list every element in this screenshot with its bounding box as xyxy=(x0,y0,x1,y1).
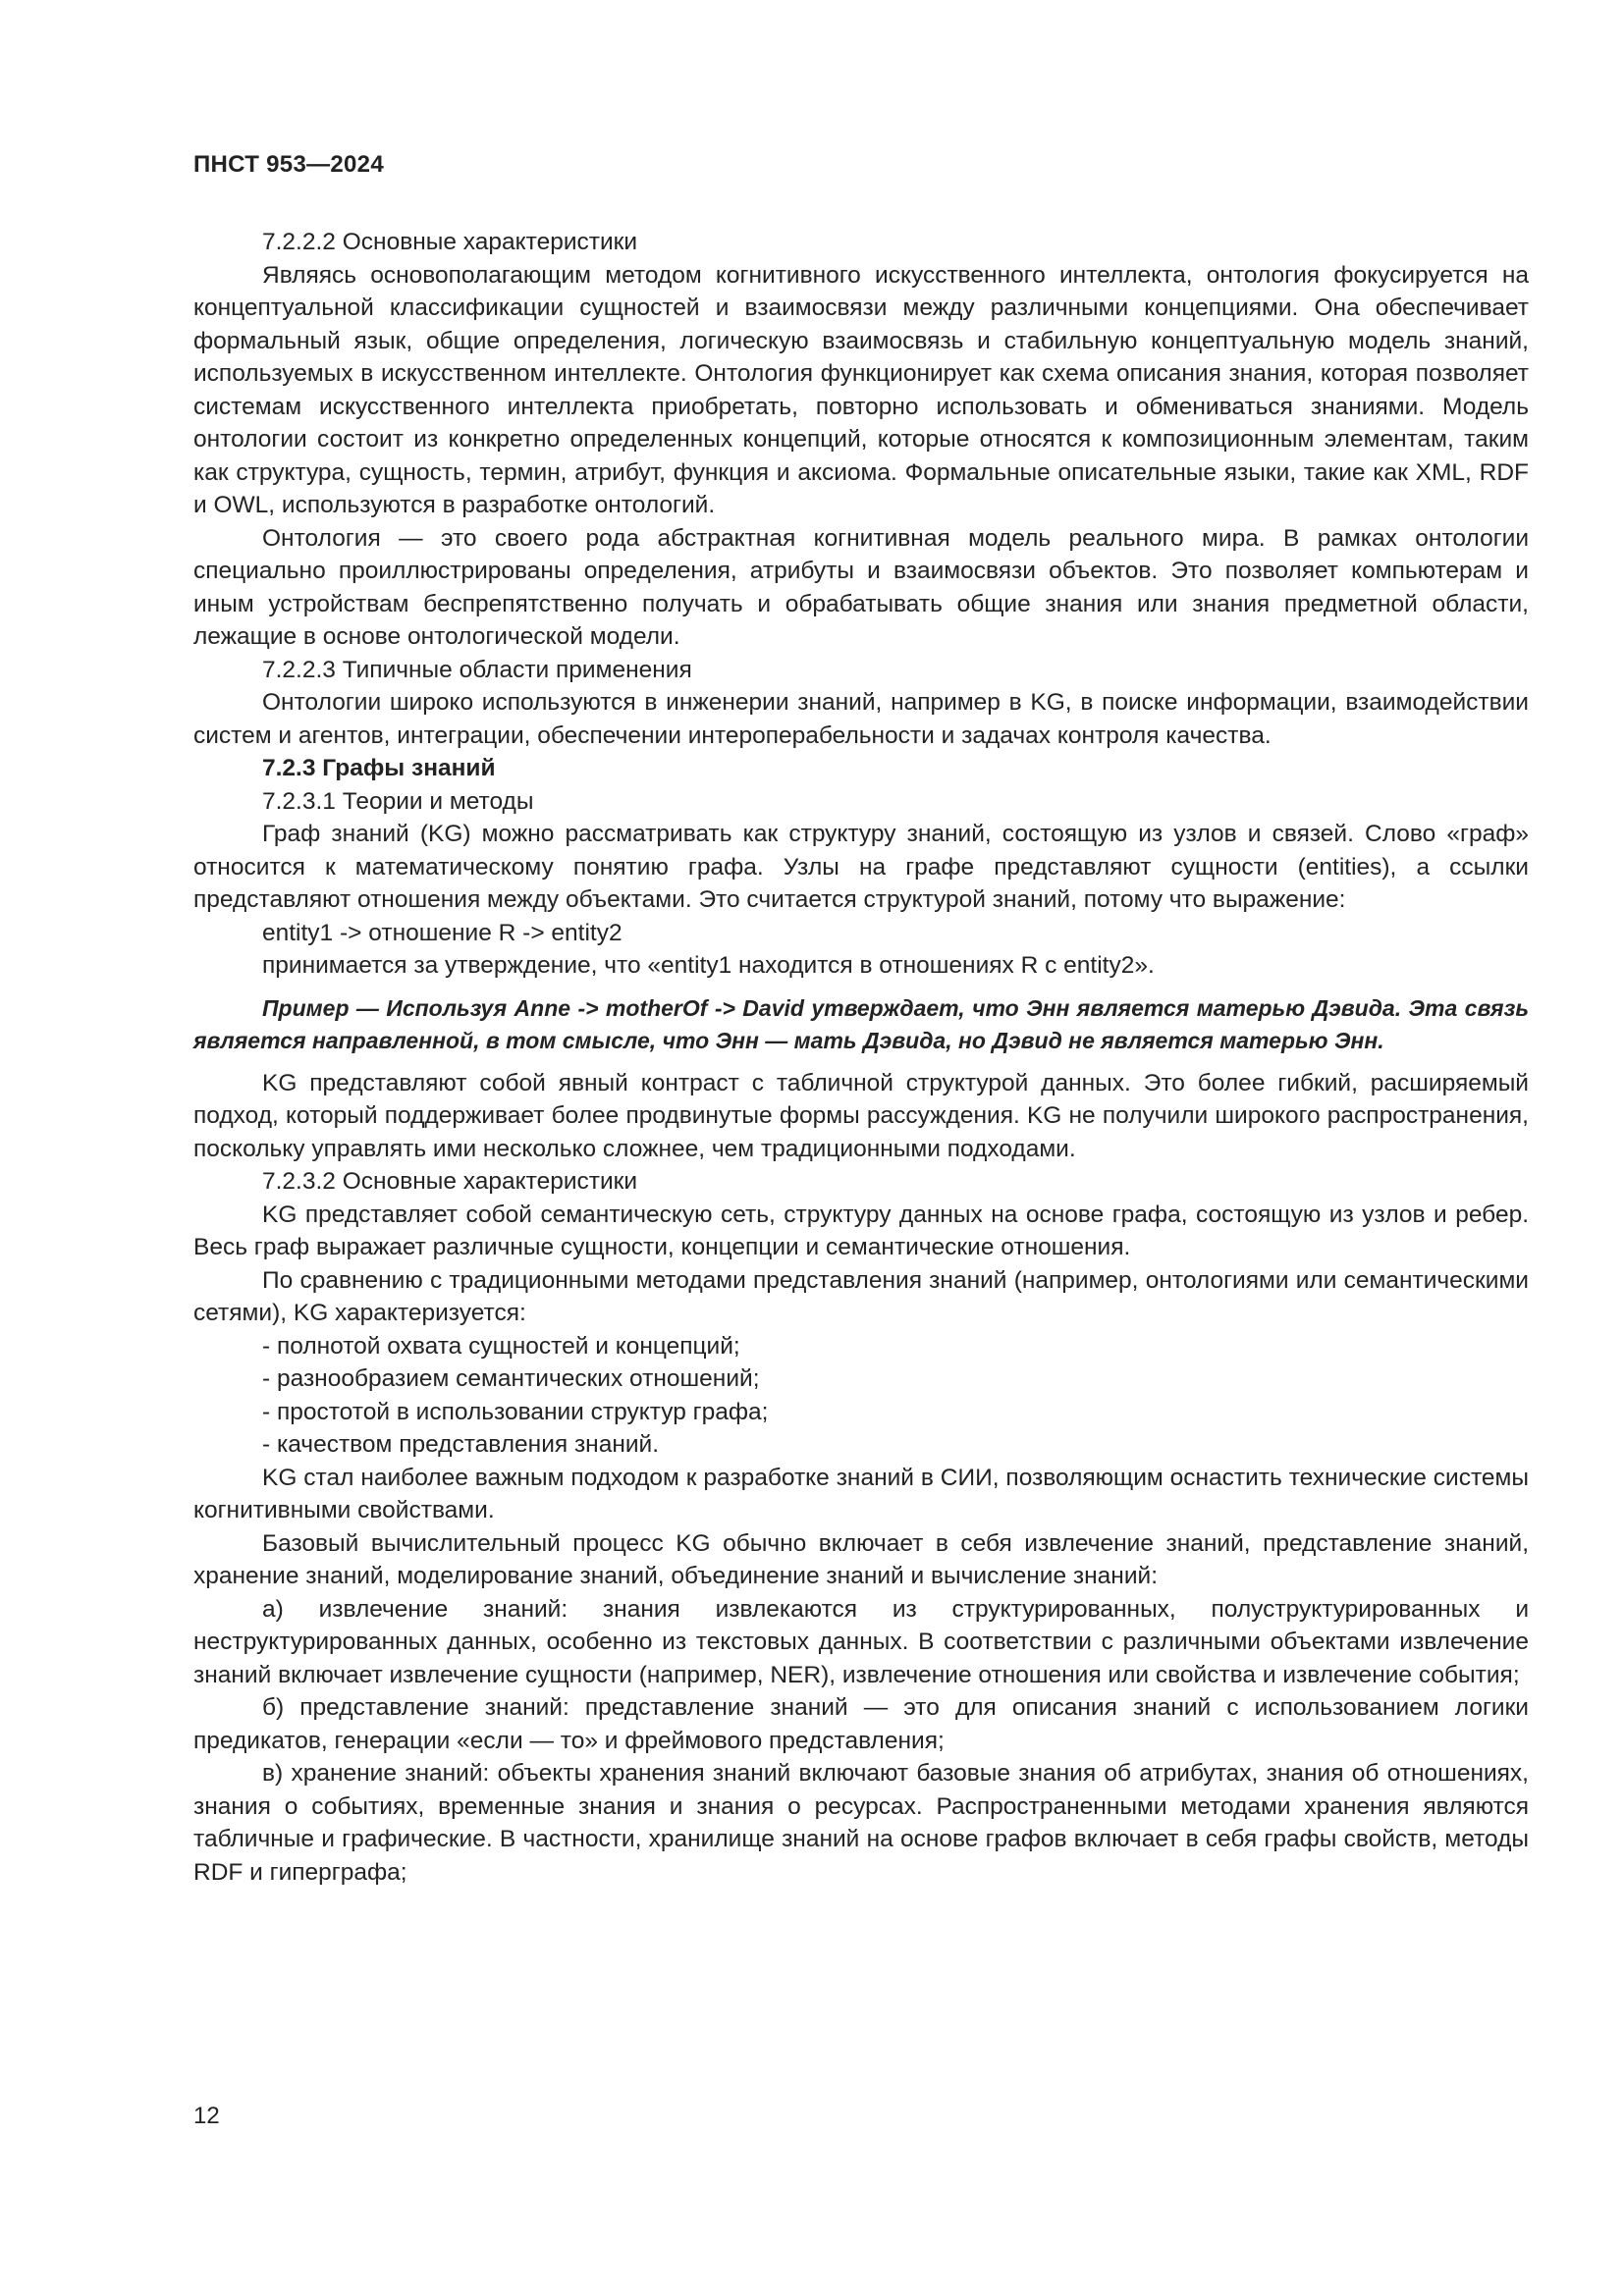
enum-item-c-storage: в) хранение знаний: объекты хранения знаний включают базовые знания об атрибутах, знания об отношениях, знания о событиях, временные знания и знания о ресурсах. Распространенными методами хранения являются табличные и графические. В частности, хранилище знаний на основе графов включает в себя графы свойств, методы RDF и гиперграфа; xyxy=(193,1760,1529,1886)
paragraph-kg-definition: Граф знаний (KG) можно рассматривать как структуру знаний, состоящую из узлов и связей. Слово «граф» относится к математическому понятию графа. Узлы на графе представляют сущности (entities), а ссылки представляют отношения между объектами. Это считается структурой знаний, потому что выражение: xyxy=(193,821,1529,913)
enum-item-a-extraction: а) извлечение знаний: знания извлекаются из структурированных, полуструктурированных и неструктурированных данных, особенно из текстовых данных. В соответствии с различными объектами извлечение знаний включает извлечение сущности (например, NER), извлечение отношения или свойства и извлечение события; xyxy=(193,1595,1529,1688)
list-item: - простотой в использовании структур графа; xyxy=(262,1398,769,1425)
paragraph-kg-comparison: По сравнению с традиционными методами представления знаний (например, онтологиями или семантическими сетями), KG характеризуется: xyxy=(193,1266,1529,1326)
formula-line: entity1 -> отношение R -> entity2 xyxy=(262,919,623,946)
paragraph-kg-contrast: KG представляют собой явный контраст с табличной структурой данных. Это более гибкий, расширяемый подход, который поддерживает более продвинутые формы рассуждения. KG не получили широкого распространения, поскольку управлять ими несколько сложнее, чем традиционными подходами. xyxy=(193,1069,1529,1162)
section-heading-7-2-3-2: 7.2.3.2 Основные характеристики xyxy=(262,1168,638,1195)
section-heading-7-2-2-3: 7.2.2.3 Типичные области применения xyxy=(262,656,692,683)
paragraph-kg-importance: KG стал наиболее важным подходом к разработке знаний в СИИ, позволяющим оснастить технические системы когнитивными свойствами. xyxy=(193,1464,1529,1523)
paragraph-ontology-applications: Онтологии широко используются в инженерии знаний, например в KG, в поиске информации, взаимодействии систем и агентов, интеграции, обеспечении интероперабельности и задачах контроля качества. xyxy=(193,689,1529,749)
paragraph-ontology-basics: Являясь основополагающим методом когнитивного искусственного интеллекта, онтология фокусируется на концептуальной классификации сущностей и взаимосвязи между различными концепциями. Она обеспечивает формальный язык, общие определения, логическую взаимосвязь и стабильную концептуальную модель знаний, используемых в искусственном интеллекте. Онтология функционирует как схема описания знания, которая позволяет системам искусственного интеллекта приобретать, повторно использовать и обмениваться знаниями. Модель онтологии состоит из конкретно определенных концепций, которые относятся к композиционным элементам, таким как структура, сущность, термин, атрибут, функция и аксиома. Формальные описательные языки, такие как XML, RDF и OWL, используются в разработке онтологий. xyxy=(193,261,1529,518)
paragraph-ontology-model: Онтология — это своего рода абстрактная когнитивная модель реального мира. В рамках онтологии специально проиллюстрированы определения, атрибуты и взаимосвязи объектов. Это позволяет компьютерам и иным устройствам беспрепятственно получать и обрабатывать общие знания или знания предметной области, лежащие в основе онтологической модели. xyxy=(193,524,1529,650)
list-item: - разнообразием семантических отношений; xyxy=(262,1365,760,1392)
document-body xyxy=(193,226,1529,1889)
page-number: 12 xyxy=(193,2103,220,2129)
document-code-header: ПНСТ 953—2024 xyxy=(193,151,384,178)
paragraph-kg-process: Базовый вычислительный процесс KG обычно включает в себя извлечение знаний, представление знаний, хранение знаний, моделирование знаний, объединение знаний и вычисление знаний: xyxy=(193,1529,1529,1589)
paragraph-statement: принимается за утверждение, что «entity1 находится в отношениях R с entity2». xyxy=(262,952,1155,979)
paragraph-kg-semantic-network: KG представляет собой семантическую сеть, структуру данных на основе графа, состоящую из узлов и ребер. Весь граф выражает различные сущности, концепции и семантические отношения. xyxy=(193,1201,1529,1260)
list-item: - качеством представления знаний. xyxy=(262,1431,660,1458)
section-heading-7-2-2-2: 7.2.2.2 Основные характеристики xyxy=(262,229,638,255)
section-heading-7-2-3-1: 7.2.3.1 Теории и методы xyxy=(262,787,534,815)
example-note: Пример — Используя Anne -> motherOf -> David утверждает, что Энн является матерью Дэвида. Эта связь является направленной, в том смысле, что Энн — мать Дэвида, но Дэвид не является матерью Энн. xyxy=(193,994,1529,1053)
list-item: - полнотой охвата сущностей и концепций; xyxy=(262,1332,740,1360)
section-heading-7-2-3: 7.2.3 Графы знаний xyxy=(262,755,496,781)
enum-item-b-representation: б) представление знаний: представление знаний — это для описания знаний с использованием логики предикатов, генерации «если — то» и фреймового представления; xyxy=(193,1694,1529,1754)
